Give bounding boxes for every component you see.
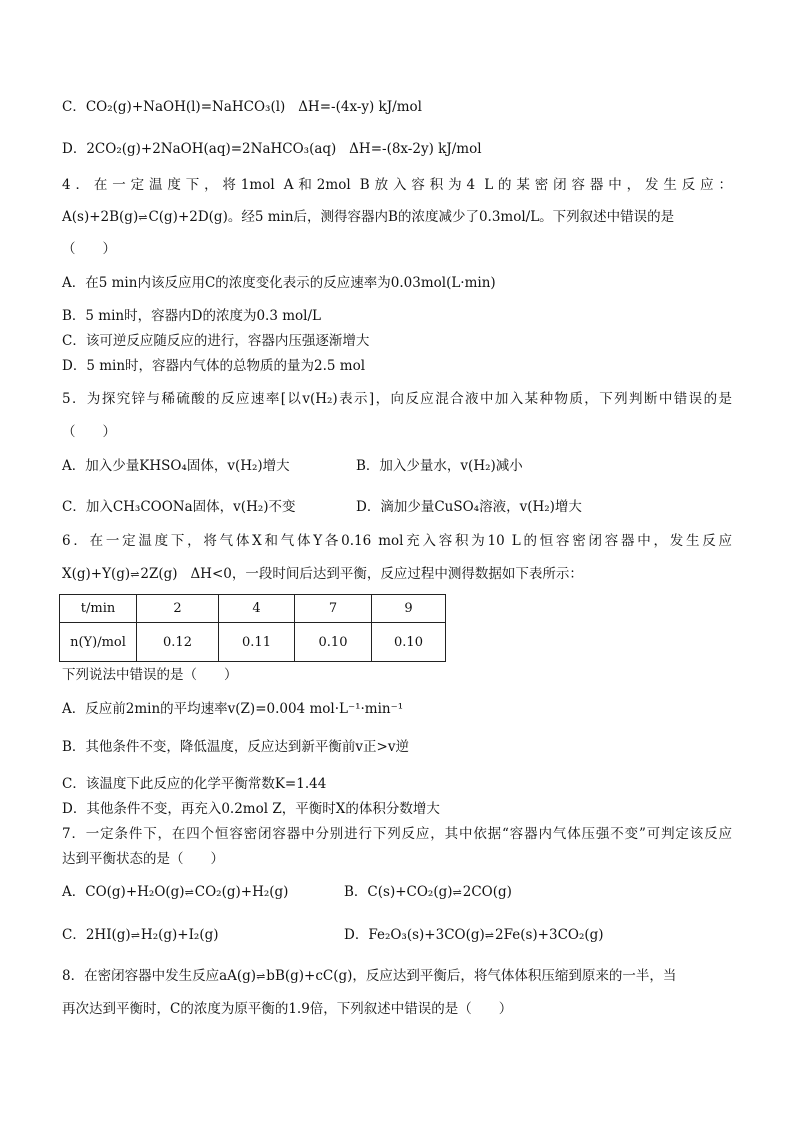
equilibrium-arrow-icon: ⇌ xyxy=(184,886,195,899)
option-label: D． xyxy=(62,141,87,157)
q4-option-b: B．5 min时，容器内D的浓度为0.3 mol/L xyxy=(62,308,321,324)
stem-text: ，反应达到平衡后，将气体体积压缩到原来的一半，当 xyxy=(352,968,677,984)
table-header-cell: t/min xyxy=(60,595,137,623)
table-cell: n(Y)/mol xyxy=(60,623,137,662)
q7-option-d xyxy=(344,926,604,945)
table-header-cell: 7 xyxy=(295,595,372,623)
table-header-cell: 2 xyxy=(137,595,219,623)
q4-option-d: D．5 min时，容器内气体的总物质的量为2.5 mol xyxy=(62,358,366,374)
table-cell: 0.12 xyxy=(137,623,219,662)
reaction-lhs: X(g)+Y(g) xyxy=(62,566,131,582)
reaction-lhs: B．C(s)+CO₂(g) xyxy=(344,884,453,900)
table-cell: 0.10 xyxy=(372,623,446,662)
q8-stem-line2: 再次达到平衡时，C的浓度为原平衡的1.9倍，下列叙述中错误的是（ ） xyxy=(62,1001,513,1017)
q7-stem-line1: 7．一定条件下，在四个恒容密闭容器中分别进行下列反应，其中依据“容器内气体压强不变”可判定该反应 xyxy=(62,826,732,842)
q8-stem-line1 xyxy=(62,967,676,986)
reaction-rhs: H₂(g)+I₂(g) xyxy=(140,927,219,943)
reaction-rhs: C(g)+2D(g) xyxy=(148,209,228,225)
q3-option-c xyxy=(62,98,422,116)
reaction-lhs: A．CO(g)+H₂O(g) xyxy=(62,884,185,900)
table-cell: 0.11 xyxy=(219,623,295,662)
reaction-rhs: CO₂(g)+H₂(g) xyxy=(194,884,289,900)
q7-stem-line2: 达到平衡状态的是（ ） xyxy=(62,851,224,867)
q6-stem-line2 xyxy=(62,565,583,584)
enthalpy: ΔH=-(4x-y) kJ/mol xyxy=(298,99,422,115)
table-header-cell: 4 xyxy=(219,595,295,623)
q7-option-a xyxy=(62,883,288,902)
enthalpy: ΔH=-(8x-2y) kJ/mol xyxy=(349,141,482,157)
q5-option-a: A．加入少量KHSO₄固体，v(H₂)增大 xyxy=(62,458,290,474)
q6-option-d: D．其他条件不变，再充入0.2mol Z，平衡时X的体积分数增大 xyxy=(62,801,440,817)
equation: 2CO₂(g)+2NaOH(aq)=2NaHCO₃(aq) xyxy=(86,141,337,157)
reaction-lhs: aA(g) xyxy=(219,968,257,984)
reaction-lhs: A(s)+2B(g) xyxy=(62,209,139,225)
q5-option-b: B．加入少量水，v(H₂)减小 xyxy=(356,458,523,474)
q6-question: 下列说法中错误的是（ ） xyxy=(62,667,238,683)
reaction-lhs: C．2HI(g) xyxy=(62,927,131,943)
stem-text: ，一段时间后达到平衡，反应过程中测得数据如下表所示： xyxy=(231,566,583,582)
equilibrium-arrow-icon: ⇌ xyxy=(130,568,141,581)
q5-paren: （ ） xyxy=(62,424,116,440)
table-row xyxy=(60,623,446,662)
table-row xyxy=(60,595,446,623)
stem-text: 。经5 min后，测得容器内B的浓度减少了0.3mol/L。下列叙述中错误的是 xyxy=(227,209,675,225)
q4-stem-line1: 4．在一定温度下，将1mol A和2mol B放入容积为4 L的某密闭容器中，发生反应： xyxy=(62,177,732,193)
q5-stem-line1: 5．为探究锌与稀硫酸的反应速率[以v(H₂)表示]，向反应混合液中加入某种物质，下列判断中错误的是 xyxy=(62,391,732,407)
equilibrium-arrow-icon: ⇌ xyxy=(256,970,267,983)
reaction-rhs: 2CO(g) xyxy=(462,884,512,900)
q7-option-b xyxy=(344,883,512,902)
q5-option-c: C．加入CH₃COONa固体，v(H₂)不变 xyxy=(62,499,296,515)
q6-option-a: A．反应前2min的平均速率v(Z)=0.004 mol·L⁻¹·min⁻¹ xyxy=(62,701,404,717)
data-table xyxy=(59,594,446,662)
q4-option-c: C．该可逆反应随反应的进行，容器内压强逐渐增大 xyxy=(62,333,370,349)
equilibrium-arrow-icon: ⇌ xyxy=(130,929,141,942)
equation: CO₂(g)+NaOH(l)=NaHCO₃(l) xyxy=(85,99,286,115)
option-label: C． xyxy=(62,99,86,115)
q4-option-a: A．在5 min内该反应用C的浓度变化表示的反应速率为0.03mol(L·min) xyxy=(62,275,496,291)
q3-option-d xyxy=(62,140,482,158)
equilibrium-arrow-icon: ⇌ xyxy=(138,211,149,224)
equilibrium-arrow-icon: ⇌ xyxy=(484,929,495,942)
stem-text: 8．在密闭容器中发生反应 xyxy=(62,968,220,984)
reaction-rhs: 2Z(g) xyxy=(140,566,178,582)
reaction-lhs: D．Fe₂O₃(s)+3CO(g) xyxy=(344,927,485,943)
q4-paren: （ ） xyxy=(62,241,116,257)
q6-option-b: B．其他条件不变，降低温度，反应达到新平衡前v正>v逆 xyxy=(62,739,409,755)
q5-option-d: D．滴加少量CuSO₄溶液，v(H₂)增大 xyxy=(356,499,582,515)
reaction-rhs: bB(g)+cC(g) xyxy=(266,968,353,984)
reaction-rhs: 2Fe(s)+3CO₂(g) xyxy=(495,927,604,943)
enthalpy: ΔH<0 xyxy=(190,566,232,582)
q6-option-c: C．该温度下此反应的化学平衡常数K=1.44 xyxy=(62,776,327,792)
table-cell: 0.10 xyxy=(295,623,372,662)
q7-option-c xyxy=(62,926,219,945)
q6-stem-line1: 6．在一定温度下，将气体X和气体Y各0.16 mol充入容积为10 L的恒容密闭容器中，发生反应 xyxy=(62,533,732,549)
q4-stem-line2 xyxy=(62,208,674,227)
table-header-cell: 9 xyxy=(372,595,446,623)
equilibrium-arrow-icon: ⇌ xyxy=(452,886,463,899)
